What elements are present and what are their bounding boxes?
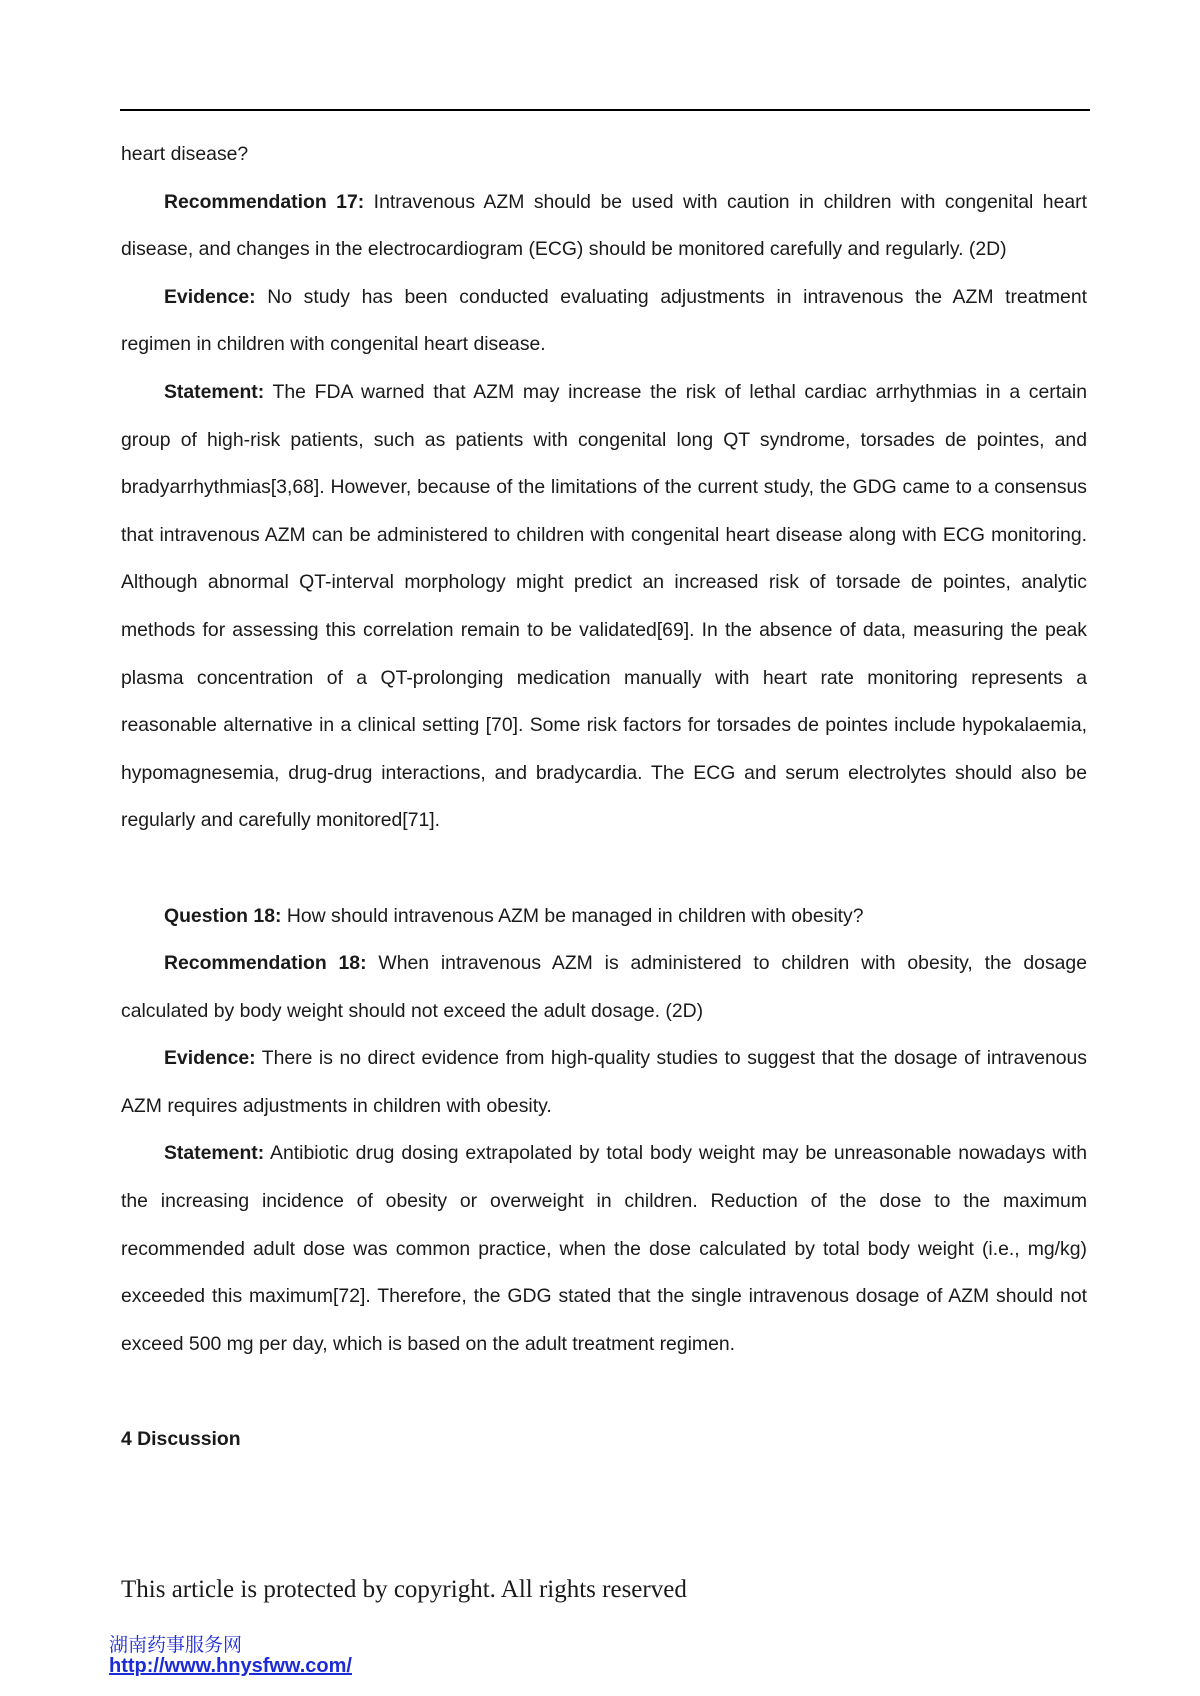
- evidence-18-text: There is no direct evidence from high-quality studies to suggest that the dosage of intravenous AZM requires adjustments in children with obesity.: [121, 1047, 1087, 1117]
- evidence-18-label: Evidence:: [164, 1047, 256, 1070]
- paragraph-gap: [121, 1368, 1087, 1416]
- recommendation-17-text: Intravenous AZM should be used with caution in children with congenital heart disease, and changes in the electrocardiogram (ECG) should be monitored carefully and regularly. (2D): [121, 190, 1087, 261]
- statement-18: [121, 1130, 1087, 1368]
- recommendation-18: [121, 940, 1087, 1035]
- statement-17-label: Statement:: [164, 380, 265, 403]
- recommendation-18-text: When intravenous AZM is administered to children with obesity, the dosage calculated by body weight should not exceed the adult dosage. (2D): [121, 952, 1088, 1022]
- watermark-url-link[interactable]: http://www.hnysfww.com/: [109, 1655, 352, 1677]
- recommendation-17-label: Recommendation 17:: [164, 190, 365, 213]
- section-heading: 4 Discussion: [121, 1428, 241, 1451]
- article-body: [121, 131, 1087, 1464]
- continuation-text: heart disease?: [121, 143, 249, 165]
- watermark-site-name: 湖南药事服务网: [109, 1634, 243, 1656]
- evidence-18: [121, 1035, 1087, 1130]
- evidence-17: [121, 274, 1087, 369]
- header-rule: [120, 109, 1090, 111]
- copyright-notice: This article is protected by copyright. All rights reserved: [121, 1576, 687, 1603]
- question-18-label: Question 18:: [164, 904, 282, 927]
- statement-17-text: The FDA warned that AZM may increase the risk of lethal cardiac arrhythmias in a certain group of high-risk patients, such as patients with congenital long QT syndrome, torsades de pointes, and bradyarrhythmias[3,68]. However, because of the limitations of the current study, the GDG came to a consensus that intravenous AZM can be administered to children with congenital heart disease along with ECG monitoring. Although abnormal QT-interval morphology might predict an increased risk of torsade de pointes, analytic methods for assessing this correlation remain to be validated[69]. In the absence of data, measuring the peak plasma concentration of a QT-prolonging medication manually with heart rate monitoring represents a reasonable alternative in a clinical setting [70]. Some risk factors for torsades de pointes include hypokalaemia, hypomagnesemia, drug-drug interactions, and bradycardia. The ECG and serum electrolytes should also be regularly and carefully monitored[71].: [121, 380, 1087, 832]
- evidence-17-text: No study has been conducted evaluating adjustments in intravenous the AZM treatment regimen in children with congenital heart disease.: [121, 285, 1087, 356]
- statement-17: [121, 369, 1087, 845]
- evidence-17-label: Evidence:: [164, 285, 256, 308]
- question-18-text: How should intravenous AZM be managed in children with obesity?: [281, 904, 864, 927]
- recommendation-17: [121, 179, 1087, 274]
- recommendation-18-label: Recommendation 18:: [164, 952, 367, 975]
- question-18: [121, 893, 1087, 941]
- statement-18-label: Statement:: [164, 1142, 265, 1165]
- paragraph-gap: [121, 845, 1087, 893]
- statement-18-text: Antibiotic drug dosing extrapolated by total body weight may be unreasonable nowadays with the increasing incidence of obesity or overweight in children. Reduction of the dose to the maximum recommended adult dose was common practice, when the dose calculated by total body weight (i.e., mg/kg) exceeded this maximum[72]. Therefore, the GDG stated that the single intravenous dosage of AZM should not exceed 500 mg per day, which is based on the adult treatment regimen.: [121, 1142, 1087, 1355]
